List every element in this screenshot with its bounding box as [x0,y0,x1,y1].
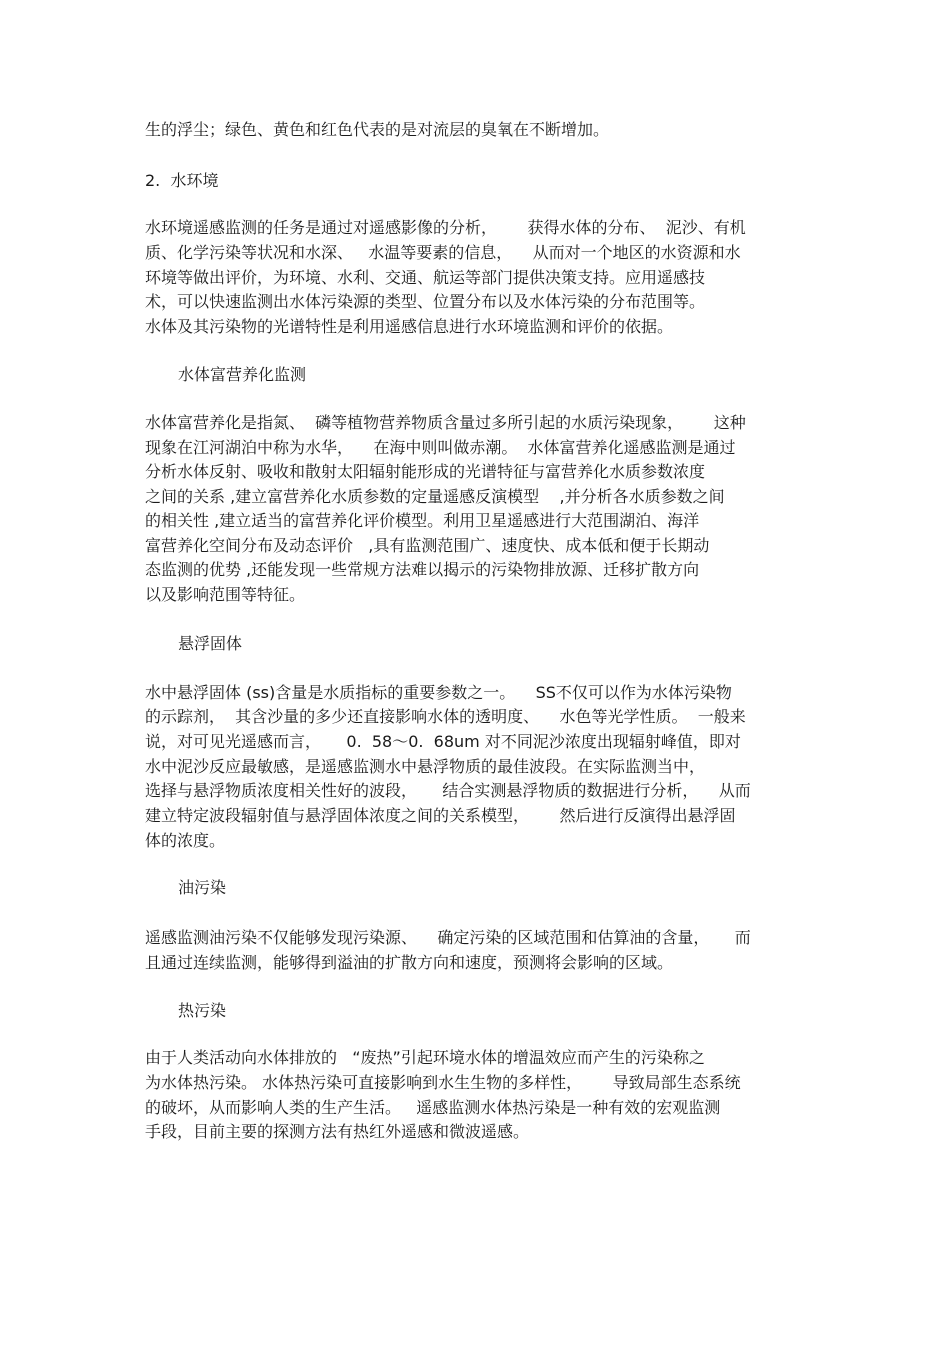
subsection-heading: 水体富营养化监测 [178,365,307,384]
paragraph-line: 态监测的优势 ,还能发现一些常规方法难以揭示的污染物排放源、迁移扩散方向 [145,560,700,579]
paragraph-line: 遥感监测油污染不仅能够发现污染源、 确定污染的区域范围和估算油的含量， 而 [145,928,751,947]
subsection-heading: 热污染 [178,1001,227,1020]
paragraph-line: 术，可以快速监测出水体污染源的类型、位置分布以及水体污染的分布范围等。 [145,292,706,311]
paragraph-line: 环境等做出评价，为环境、水利、交通、航运等部门提供决策支持。应用遥感技 [145,268,706,287]
paragraph-line: 现象在江河湖泊中称为水华， 在海中则叫做赤潮。 水体富营养化遥感监测是通过 [145,438,736,457]
paragraph-line: 质、化学污染等状况和水深、 水温等要素的信息， 从而对一个地区的水资源和水 [145,243,741,262]
paragraph-line: 水环境遥感监测的任务是通过对遥感影像的分析， 获得水体的分布、 泥沙、有机 [145,218,746,237]
paragraph-line: 以及影响范围等特征。 [145,585,306,604]
subsection-heading: 悬浮固体 [178,634,243,653]
paragraph-line: 且通过连续监测，能够得到溢油的扩散方向和速度，预测将会影响的区域。 [145,953,674,972]
intro-line: 生的浮尘；绿色、黄色和红色代表的是对流层的臭氧在不断增加。 [145,120,610,139]
paragraph-line: 水体及其污染物的光谱特性是利用遥感信息进行水环境监测和评价的依据。 [145,317,674,336]
paragraph-line: 水中悬浮固体 (ss)含量是水质指标的重要参数之一。 SS不仅可以作为水体污染物 [145,683,732,702]
paragraph-line: 之间的关系 ,建立富营养化水质参数的定量遥感反演模型 ,并分析各水质参数之间 [145,487,725,506]
paragraph-line: 富营养化空间分布及动态评价 ,具有监测范围广、速度快、成本低和便于长期动 [145,536,710,555]
paragraph-line: 的破坏，从而影响人类的生产生活。 遥感监测水体热污染是一种有效的宏观监测 [145,1098,721,1117]
paragraph-line: 的相关性 ,建立适当的富营养化评价模型。利用卫星遥感进行大范围湖泊、海洋 [145,511,700,530]
paragraph-line: 说，对可见光遥感而言， 0. 58～0. 68um 对不同泥沙浓度出现辐射峰值，即对 [145,732,741,751]
subsection-heading: 油污染 [178,878,227,897]
paragraph-line: 水中泥沙反应最敏感，是遥感监测水中悬浮物质的最佳波段。在实际监测当中， [145,757,706,776]
paragraph-line: 体的浓度。 [145,831,226,850]
section-heading: 2. 水环境 [145,171,219,190]
paragraph-line: 建立特定波段辐射值与悬浮固体浓度之间的关系模型， 然后进行反演得出悬浮固 [145,806,736,825]
paragraph-line: 选择与悬浮物质浓度相关性好的波段， 结合实测悬浮物质的数据进行分析， 从而 [145,781,751,800]
paragraph-line: 分析水体反射、吸收和散射太阳辐射能形成的光谱特征与富营养化水质参数浓度 [145,462,706,481]
paragraph-line: 为水体热污染。 水体热污染可直接影响到水生生物的多样性， 导致局部生态系统 [145,1073,741,1092]
paragraph-line: 手段，目前主要的探测方法有热红外遥感和微波遥感。 [145,1122,530,1141]
paragraph-line: 水体富营养化是指氮、 磷等植物营养物质含量过多所引起的水质污染现象， 这种 [145,413,746,432]
paragraph-line: 由于人类活动向水体排放的 “废热”引起环境水体的增温效应而产生的污染称之 [145,1048,705,1067]
paragraph-line: 的示踪剂， 其含沙量的多少还直接影响水体的透明度、 水色等光学性质。 一般来 [145,707,746,726]
